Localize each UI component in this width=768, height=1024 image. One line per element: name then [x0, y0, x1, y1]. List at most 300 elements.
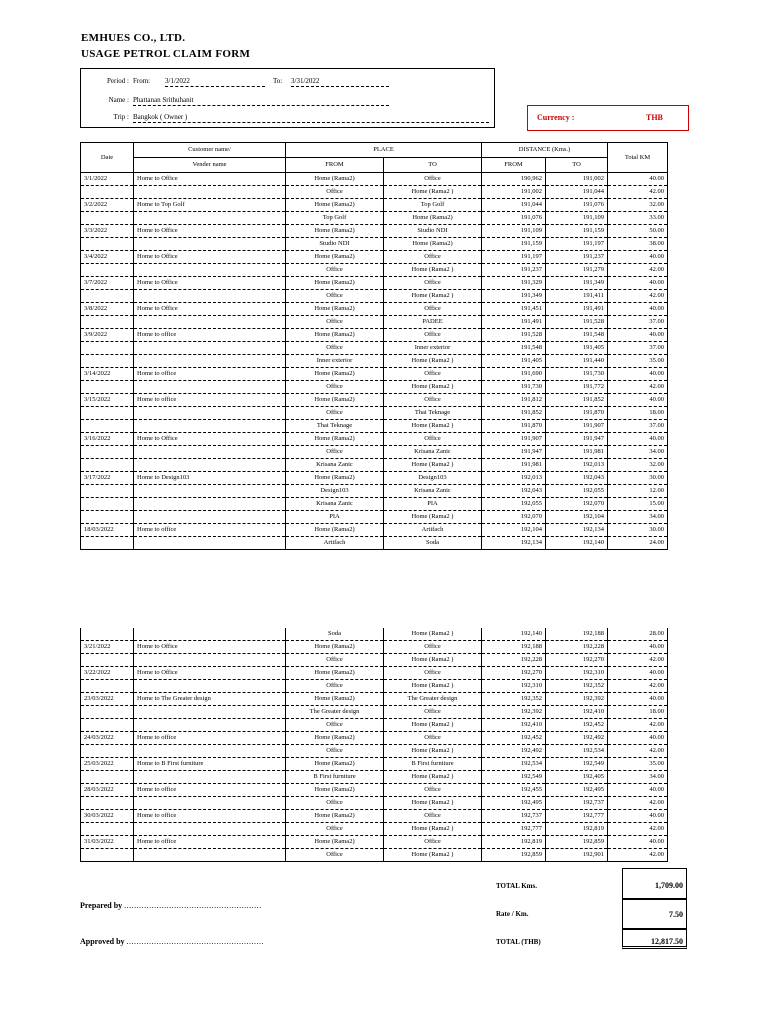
row-dist-to: 192,055: [546, 485, 608, 498]
row-to: Home (Rama2 ): [384, 290, 482, 303]
row-total-km: 40.00: [608, 693, 668, 706]
col-place-from: FROM: [286, 158, 384, 173]
table-row: [81, 485, 668, 498]
row-to: Krisana Zanic: [384, 446, 482, 459]
row-to: Home (Rama2 ): [384, 420, 482, 433]
table-row: [81, 537, 668, 550]
row-dist-to: 192,070: [546, 498, 608, 511]
row-date: [81, 771, 134, 784]
row-to: Office: [384, 368, 482, 381]
row-dist-from: 191,528: [482, 329, 546, 342]
row-dist-to: 191,411: [546, 290, 608, 303]
row-total-km: 40.00: [608, 810, 668, 823]
row-dist-to: 191,109: [546, 212, 608, 225]
total-thb-label: TOTAL (THB): [496, 938, 541, 946]
approved-by-line: .......................................................: [126, 937, 265, 946]
table-row: [81, 498, 668, 511]
row-from: Studio NDI: [286, 238, 384, 251]
row-dist-from: 191,349: [482, 290, 546, 303]
row-to: Office: [384, 641, 482, 654]
row-dist-from: 192,859: [482, 849, 546, 862]
total-thb-value: 12,817.50: [622, 929, 687, 949]
row-from: Office: [286, 407, 384, 420]
form-title: USAGE PETROL CLAIM FORM: [81, 48, 251, 60]
row-dist-from: 191,730: [482, 381, 546, 394]
row-dist-to: 192,405: [546, 771, 608, 784]
row-dist-from: 192,819: [482, 836, 546, 849]
row-to: Office: [384, 706, 482, 719]
row-date: [81, 628, 134, 641]
row-dist-to: 192,534: [546, 745, 608, 758]
row-date: 3/7/2022: [81, 277, 134, 290]
row-customer: Home to office: [134, 810, 286, 823]
row-to: Design103: [384, 472, 482, 485]
row-dist-to: 192,352: [546, 680, 608, 693]
row-customer: Home to Office: [134, 641, 286, 654]
row-dist-to: 191,730: [546, 368, 608, 381]
row-total-km: 40.00: [608, 667, 668, 680]
row-total-km: 40.00: [608, 732, 668, 745]
row-dist-to: 192,013: [546, 459, 608, 472]
row-customer: Home to office: [134, 732, 286, 745]
row-from: The Greater design: [286, 706, 384, 719]
row-total-km: 34.00: [608, 511, 668, 524]
row-customer: [134, 498, 286, 511]
row-total-km: 37.00: [608, 420, 668, 433]
row-customer: [134, 849, 286, 862]
row-date: 3/14/2022: [81, 368, 134, 381]
table-row: [81, 693, 668, 706]
row-customer: [134, 537, 286, 550]
row-date: [81, 823, 134, 836]
row-dist-from: 191,491: [482, 316, 546, 329]
row-to: Home (Rama2 ): [384, 628, 482, 641]
row-dist-to: 191,440: [546, 355, 608, 368]
table-row: [81, 225, 668, 238]
row-date: [81, 511, 134, 524]
row-to: Thai Teknage: [384, 407, 482, 420]
row-dist-to: 191,907: [546, 420, 608, 433]
row-total-km: 32.00: [608, 459, 668, 472]
table-row: [81, 446, 668, 459]
table-row: [81, 251, 668, 264]
row-dist-to: 191,981: [546, 446, 608, 459]
row-to: Office: [384, 277, 482, 290]
table-row: [81, 238, 668, 251]
currency-label: Currency :: [537, 113, 575, 122]
row-dist-from: 192,043: [482, 485, 546, 498]
row-date: 3/15/2022: [81, 394, 134, 407]
row-date: 24/03/2022: [81, 732, 134, 745]
row-date: [81, 264, 134, 277]
row-to: B First furniture: [384, 758, 482, 771]
row-dist-to: 192,492: [546, 732, 608, 745]
table-row: [81, 732, 668, 745]
table-row: [81, 823, 668, 836]
trip-field: Bangkok ( Owner ): [133, 113, 489, 123]
table-row: [81, 472, 668, 485]
approved-by: [80, 937, 264, 946]
row-date: [81, 654, 134, 667]
row-dist-from: 191,329: [482, 277, 546, 290]
row-from: Home (Rama2): [286, 277, 384, 290]
row-dist-to: 192,270: [546, 654, 608, 667]
row-dist-to: 191,870: [546, 407, 608, 420]
row-dist-to: 192,188: [546, 628, 608, 641]
row-dist-to: 191,491: [546, 303, 608, 316]
row-total-km: 42.00: [608, 680, 668, 693]
row-from: Office: [286, 745, 384, 758]
row-from: Home (Rama2): [286, 368, 384, 381]
row-dist-to: 191,279: [546, 264, 608, 277]
claim-table-page2: [80, 628, 668, 862]
table-row: [81, 264, 668, 277]
trip-label: Trip :: [113, 113, 129, 121]
row-dist-to: 192,819: [546, 823, 608, 836]
row-customer: [134, 420, 286, 433]
from-label: From:: [133, 77, 151, 85]
row-total-km: 38.00: [608, 238, 668, 251]
col-total-km: Total KM: [608, 143, 668, 173]
row-total-km: 42.00: [608, 186, 668, 199]
row-from: Design103: [286, 485, 384, 498]
row-dist-to: 192,410: [546, 706, 608, 719]
row-from: Home (Rama2): [286, 667, 384, 680]
row-dist-from: 192,492: [482, 745, 546, 758]
row-total-km: 35.00: [608, 355, 668, 368]
row-to: Office: [384, 394, 482, 407]
row-dist-from: 192,070: [482, 511, 546, 524]
col-customer: Customer name/: [134, 143, 286, 158]
table-row: [81, 758, 668, 771]
row-customer: Home to Office: [134, 173, 286, 186]
row-date: [81, 407, 134, 420]
row-total-km: 42.00: [608, 264, 668, 277]
row-customer: [134, 706, 286, 719]
row-dist-to: 191,405: [546, 342, 608, 355]
row-from: Krisana Zanic: [286, 459, 384, 472]
row-from: Krisana Zanic: [286, 498, 384, 511]
row-date: 30/03/2022: [81, 810, 134, 823]
row-dist-to: 191,159: [546, 225, 608, 238]
table-row: [81, 303, 668, 316]
table-row: [81, 459, 668, 472]
row-date: 3/22/2022: [81, 667, 134, 680]
row-from: Office: [286, 381, 384, 394]
row-total-km: 40.00: [608, 329, 668, 342]
row-date: [81, 537, 134, 550]
row-from: B First furniture: [286, 771, 384, 784]
table-row: [81, 706, 668, 719]
row-from: Office: [286, 290, 384, 303]
table-row: [81, 680, 668, 693]
row-date: [81, 355, 134, 368]
table-row: [81, 654, 668, 667]
row-dist-to: 192,228: [546, 641, 608, 654]
row-dist-from: 191,405: [482, 355, 546, 368]
row-to: Home (Rama2 ): [384, 355, 482, 368]
row-from: Office: [286, 719, 384, 732]
row-dist-to: 191,237: [546, 251, 608, 264]
row-to: Home (Rama2 ): [384, 186, 482, 199]
row-dist-from: 192,737: [482, 810, 546, 823]
row-total-km: 28.00: [608, 628, 668, 641]
row-total-km: 42.00: [608, 823, 668, 836]
row-dist-from: 192,228: [482, 654, 546, 667]
row-total-km: 40.00: [608, 836, 668, 849]
row-customer: Home to office: [134, 394, 286, 407]
row-to: Soda: [384, 537, 482, 550]
row-dist-from: 192,104: [482, 524, 546, 537]
row-to: Home (Rama2 ): [384, 264, 482, 277]
col-distance: DISTANCE (Kms.): [482, 143, 608, 158]
row-dist-to: 192,043: [546, 472, 608, 485]
from-date-field: 3/1/2022: [165, 77, 265, 87]
row-customer: [134, 719, 286, 732]
row-date: 3/4/2022: [81, 251, 134, 264]
row-from: Soda: [286, 628, 384, 641]
row-total-km: 40.00: [608, 277, 668, 290]
claim-table-page1: [80, 142, 668, 550]
row-dist-from: 192,410: [482, 719, 546, 732]
row-customer: [134, 381, 286, 394]
total-kms-label: TOTAL Kms.: [496, 882, 537, 890]
row-dist-to: 192,104: [546, 511, 608, 524]
row-dist-to: 192,777: [546, 810, 608, 823]
row-total-km: 15.00: [608, 498, 668, 511]
col-dist-from: FROM: [482, 158, 546, 173]
row-dist-from: 191,947: [482, 446, 546, 459]
row-dist-to: 191,528: [546, 316, 608, 329]
row-date: 25/03/2022: [81, 758, 134, 771]
row-dist-to: 192,495: [546, 784, 608, 797]
row-total-km: 18.00: [608, 407, 668, 420]
row-date: [81, 212, 134, 225]
col-vendor: Vender name: [134, 158, 286, 173]
row-to: Top Golf: [384, 199, 482, 212]
row-date: [81, 238, 134, 251]
row-to: Home (Rama2 ): [384, 719, 482, 732]
row-from: Home (Rama2): [286, 199, 384, 212]
table-row: [81, 173, 668, 186]
row-to: Office: [384, 732, 482, 745]
row-from: Home (Rama2): [286, 225, 384, 238]
row-customer: [134, 680, 286, 693]
row-dist-from: 192,777: [482, 823, 546, 836]
row-to: Studio NDI: [384, 225, 482, 238]
row-dist-to: 192,901: [546, 849, 608, 862]
row-date: 23/03/2022: [81, 693, 134, 706]
row-dist-to: 192,452: [546, 719, 608, 732]
row-customer: Home to Top Golf: [134, 199, 286, 212]
row-date: 18/03/2022: [81, 524, 134, 537]
info-box: [80, 68, 495, 128]
row-to: Home (Rama2 ): [384, 823, 482, 836]
row-from: Home (Rama2): [286, 394, 384, 407]
row-date: [81, 680, 134, 693]
row-from: Office: [286, 823, 384, 836]
row-from: Office: [286, 680, 384, 693]
row-total-km: 40.00: [608, 368, 668, 381]
row-date: [81, 381, 134, 394]
period-label: Period :: [107, 77, 129, 85]
row-dist-from: 192,310: [482, 680, 546, 693]
table-row: [81, 329, 668, 342]
row-to: Office: [384, 784, 482, 797]
row-dist-from: 191,981: [482, 459, 546, 472]
row-total-km: 42.00: [608, 745, 668, 758]
row-customer: Home to Office: [134, 303, 286, 316]
row-to: PIA: [384, 498, 482, 511]
row-dist-from: 192,270: [482, 667, 546, 680]
row-total-km: 34.00: [608, 771, 668, 784]
row-total-km: 42.00: [608, 719, 668, 732]
row-date: [81, 420, 134, 433]
row-to: Office: [384, 173, 482, 186]
row-customer: Home to Design103: [134, 472, 286, 485]
row-total-km: 40.00: [608, 641, 668, 654]
table-row: [81, 433, 668, 446]
row-total-km: 42.00: [608, 654, 668, 667]
row-from: Home (Rama2): [286, 810, 384, 823]
row-from: Home (Rama2): [286, 329, 384, 342]
row-customer: [134, 485, 286, 498]
row-customer: Home to B First furniture: [134, 758, 286, 771]
row-dist-to: 192,737: [546, 797, 608, 810]
row-from: Home (Rama2): [286, 836, 384, 849]
table-row: [81, 511, 668, 524]
row-date: [81, 290, 134, 303]
row-customer: Home to Office: [134, 277, 286, 290]
row-dist-from: 192,549: [482, 771, 546, 784]
table-row: [81, 316, 668, 329]
row-to: Home (Rama2): [384, 238, 482, 251]
row-total-km: 37.00: [608, 342, 668, 355]
row-from: Home (Rama2): [286, 641, 384, 654]
row-total-km: 42.00: [608, 290, 668, 303]
row-from: Inner exterior: [286, 355, 384, 368]
row-dist-to: 192,310: [546, 667, 608, 680]
row-dist-from: 192,140: [482, 628, 546, 641]
row-to: Inner exterior: [384, 342, 482, 355]
table-row: [81, 368, 668, 381]
total-kms-value: 1,709.00: [622, 868, 687, 899]
row-dist-from: 191,451: [482, 303, 546, 316]
prepared-by: [80, 901, 262, 910]
row-total-km: 40.00: [608, 433, 668, 446]
row-from: Office: [286, 849, 384, 862]
row-from: Home (Rama2): [286, 251, 384, 264]
row-dist-to: 191,002: [546, 173, 608, 186]
row-from: Home (Rama2): [286, 758, 384, 771]
table-row: [81, 199, 668, 212]
row-total-km: 40.00: [608, 784, 668, 797]
row-customer: Home to office: [134, 329, 286, 342]
row-dist-to: 191,548: [546, 329, 608, 342]
row-date: [81, 342, 134, 355]
row-to: Office: [384, 433, 482, 446]
row-to: Office: [384, 836, 482, 849]
row-from: Home (Rama2): [286, 732, 384, 745]
row-total-km: 30.00: [608, 524, 668, 537]
col-place: PLACE: [286, 143, 482, 158]
row-to: Office: [384, 329, 482, 342]
table-row: [81, 771, 668, 784]
row-from: Home (Rama2): [286, 173, 384, 186]
row-date: 3/3/2022: [81, 225, 134, 238]
row-to: Home (Rama2 ): [384, 511, 482, 524]
row-dist-to: 192,392: [546, 693, 608, 706]
row-customer: Home to office: [134, 368, 286, 381]
row-to: Home (Rama2): [384, 212, 482, 225]
name-field: Phattanan Srithuhanit: [133, 96, 389, 106]
row-from: Home (Rama2): [286, 524, 384, 537]
to-date-field: 3/31/2022: [291, 77, 389, 87]
row-from: Office: [286, 264, 384, 277]
row-to: Krisana Zanic: [384, 485, 482, 498]
row-to: Office: [384, 810, 482, 823]
row-dist-from: 192,352: [482, 693, 546, 706]
row-customer: Home to office: [134, 784, 286, 797]
row-total-km: 35.00: [608, 758, 668, 771]
row-total-km: 40.00: [608, 173, 668, 186]
row-to: Home (Rama2 ): [384, 771, 482, 784]
row-dist-to: 191,772: [546, 381, 608, 394]
row-to: Artifach: [384, 524, 482, 537]
row-dist-from: 191,109: [482, 225, 546, 238]
row-date: 3/2/2022: [81, 199, 134, 212]
row-to: Office: [384, 251, 482, 264]
row-dist-from: 192,134: [482, 537, 546, 550]
row-dist-from: 192,495: [482, 797, 546, 810]
row-total-km: 12.00: [608, 485, 668, 498]
row-dist-from: 191,237: [482, 264, 546, 277]
row-total-km: 37.00: [608, 316, 668, 329]
table-row: [81, 810, 668, 823]
row-dist-to: 191,349: [546, 277, 608, 290]
row-customer: [134, 186, 286, 199]
col-dist-to: TO: [546, 158, 608, 173]
row-customer: [134, 264, 286, 277]
row-dist-from: 191,002: [482, 186, 546, 199]
row-date: [81, 485, 134, 498]
table-row: [81, 836, 668, 849]
row-from: Office: [286, 797, 384, 810]
row-from: Home (Rama2): [286, 433, 384, 446]
row-date: [81, 459, 134, 472]
row-customer: Home to Office: [134, 667, 286, 680]
row-customer: [134, 407, 286, 420]
row-date: 3/16/2022: [81, 433, 134, 446]
row-dist-from: 192,055: [482, 498, 546, 511]
row-from: PIA: [286, 511, 384, 524]
row-dist-to: 192,134: [546, 524, 608, 537]
row-dist-to: 191,044: [546, 186, 608, 199]
row-dist-from: 191,076: [482, 212, 546, 225]
row-date: [81, 797, 134, 810]
row-dist-from: 192,188: [482, 641, 546, 654]
table-row: [81, 849, 668, 862]
row-customer: Home to The Greater design: [134, 693, 286, 706]
row-dist-from: 191,812: [482, 394, 546, 407]
row-date: [81, 446, 134, 459]
row-date: 3/17/2022: [81, 472, 134, 485]
col-place-to: TO: [384, 158, 482, 173]
row-dist-from: 192,013: [482, 472, 546, 485]
table-row: [81, 277, 668, 290]
table-row: [81, 524, 668, 537]
row-dist-to: 191,947: [546, 433, 608, 446]
